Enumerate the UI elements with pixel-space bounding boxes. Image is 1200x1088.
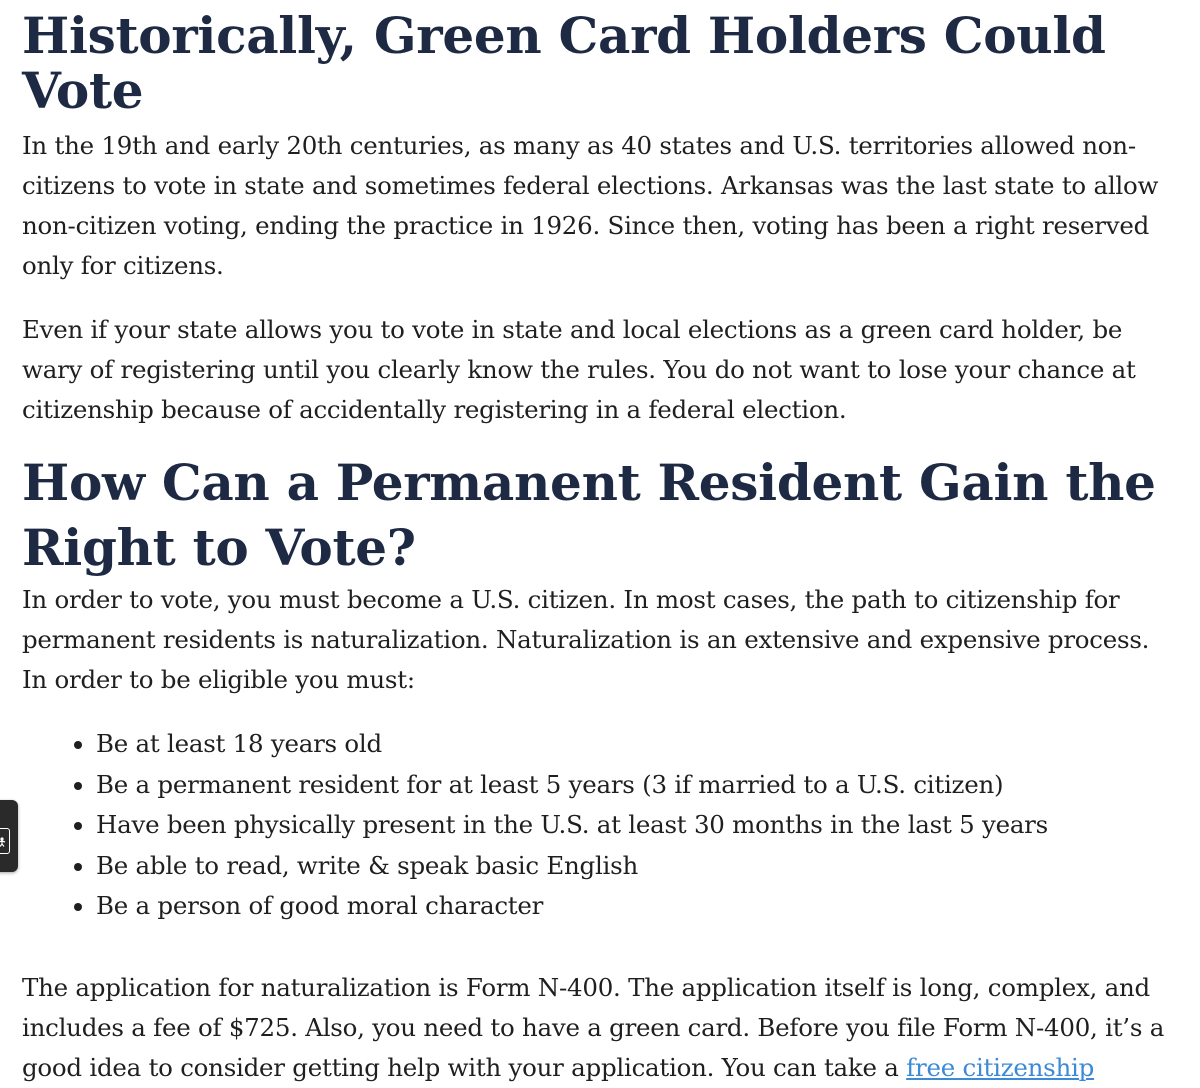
paragraph-eligibility-intro: In order to vote, you must become a U.S. citizen. In most cases, the path to citizenship for permanent residents is naturalization. Naturalization is an extensive and expensive process. In order to be eligible you must: <box>22 585 1150 694</box>
eligibility-list <box>22 724 1172 927</box>
accessibility-icon <box>0 837 7 847</box>
article-body <box>22 0 1172 1088</box>
accessibility-tab[interactable] <box>0 800 18 872</box>
list-item: • Be a person of good moral character <box>96 886 1172 927</box>
list-item: • Be at least 18 years old <box>96 724 1172 765</box>
section-heading-gain-vote: How Can a Permanent Resident Gain the Right to Vote? <box>22 453 1156 577</box>
paragraph-application <box>22 968 1172 1088</box>
paragraph-history: In the 19th and early 20th centuries, as many as 40 states and U.S. territories allowed non-citizens to vote in state and sometimes federal elections. Arkansas was the last state to allow non-citizen voting, ending the practice in 1926. Since then, voting has been a right reserved only for citizens. <box>22 131 1159 280</box>
list-item: • Be able to read, write & speak basic English <box>96 846 1172 887</box>
list-item: • Have been physically present in the U.S. at least 30 months in the last 5 years <box>96 805 1172 846</box>
section-heading-history: Historically, Green Card Holders Could Vote <box>22 6 1106 120</box>
paragraph-application-text: The application for naturalization is Form N-400. The application itself is long, complex, and includes a fee of $725. Also, you need to have a green card. Before you file Form N-400, it’s a good idea to consider getting help with your application. You can take a <box>22 972 1165 1082</box>
list-item: • Be a permanent resident for at least 5 years (3 if married to a U.S. citizen) <box>96 765 1172 806</box>
free-citizenship-link[interactable]: free citizenship <box>906 1052 1095 1082</box>
paragraph-warning: Even if your state allows you to vote in state and local elections as a green card holder, be wary of registering until you clearly know the rules. You do not want to lose your chance at citizenship because of accidentally registering in a federal election. <box>22 315 1136 424</box>
